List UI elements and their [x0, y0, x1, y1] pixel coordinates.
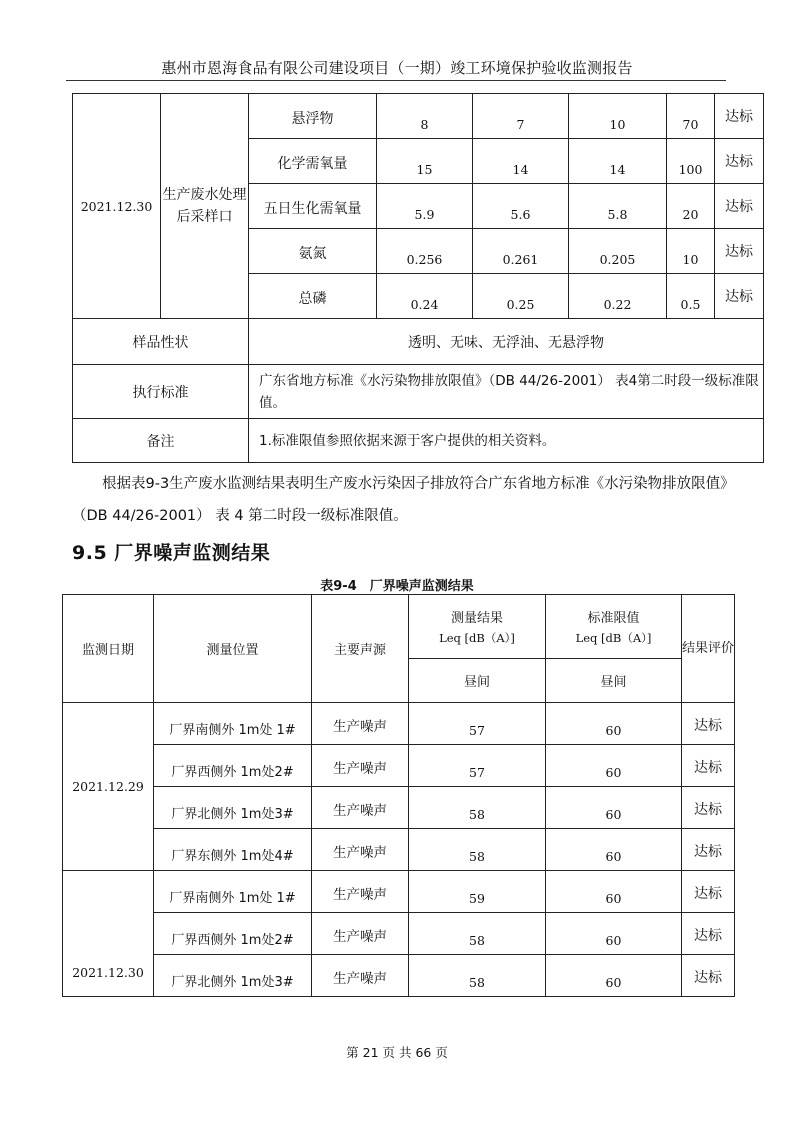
- noise-results-table: [62, 594, 735, 997]
- date-cell: 2021.12.29: [63, 703, 154, 871]
- header-divider: [66, 80, 726, 81]
- position-cell: 厂界东侧外 1m处4#: [154, 829, 312, 871]
- value-cell: 0.256: [377, 229, 473, 274]
- result-cell: 达标: [682, 703, 735, 745]
- measured-cell: 57: [409, 745, 546, 787]
- source-cell: 生产噪声: [312, 787, 409, 829]
- result-cell: 达标: [682, 955, 735, 997]
- header-evaluation: 结果评价: [682, 595, 735, 703]
- result-cell: 达标: [715, 229, 764, 274]
- standard-label: 执行标准: [73, 365, 249, 419]
- table-row: [73, 419, 764, 463]
- source-cell: 生产噪声: [312, 871, 409, 913]
- conclusion-paragraph: 根据表9-3生产废水监测结果表明生产废水污染因子排放符合广东省地方标准《水污染物排放限值》（DB 44/26-2001） 表 4 第二时段一级标准限值。: [72, 476, 728, 524]
- result-cell: 达标: [715, 274, 764, 319]
- value-cell: 7: [473, 94, 569, 139]
- header-limit: [546, 595, 682, 659]
- header-limit-label: 标准限值: [587, 611, 640, 626]
- value-cell: 5.9: [377, 184, 473, 229]
- limit-cell: 10: [667, 229, 715, 274]
- table-row: [63, 787, 735, 829]
- result-cell: 达标: [682, 787, 735, 829]
- page-header-title: 惠州市恩海食品有限公司建设项目（一期）竣工环境保护验收监测报告: [161, 59, 633, 77]
- limit-cell: 60: [546, 787, 682, 829]
- header-position: 测量位置: [154, 595, 312, 703]
- position-cell: 厂界西侧外 1m处2#: [154, 745, 312, 787]
- note-label: 备注: [73, 419, 249, 463]
- value-cell: 14: [569, 139, 667, 184]
- position-cell: 厂界南侧外 1m处 1#: [154, 871, 312, 913]
- limit-cell: 100: [667, 139, 715, 184]
- param-cell: 悬浮物: [249, 94, 377, 139]
- header-limit-unit: Leq [dB（A）]: [575, 631, 652, 645]
- result-cell: 达标: [682, 829, 735, 871]
- header-measured-unit: Leq [dB（A）]: [439, 631, 515, 645]
- header-daytime: 昼间: [546, 659, 682, 703]
- position-cell: 厂界北侧外 1m处3#: [154, 787, 312, 829]
- table-row: [73, 365, 764, 419]
- measured-cell: 57: [409, 703, 546, 745]
- limit-cell: 60: [546, 955, 682, 997]
- table-row: [63, 871, 735, 913]
- value-cell: 0.261: [473, 229, 569, 274]
- header-source: 主要声源: [312, 595, 409, 703]
- header-measured: [409, 595, 546, 659]
- position-cell: 厂界南侧外 1m处 1#: [154, 703, 312, 745]
- note-value: 1.标准限值参照依据来源于客户提供的相关资料。: [249, 419, 764, 463]
- param-cell: 总磷: [249, 274, 377, 319]
- value-cell: 5.6: [473, 184, 569, 229]
- param-cell: 化学需氧量: [249, 139, 377, 184]
- position-cell: 厂界北侧外 1m处3#: [154, 955, 312, 997]
- value-cell: 0.24: [377, 274, 473, 319]
- value-cell: 0.25: [473, 274, 569, 319]
- section-title: 9.5 厂界噪声监测结果: [72, 542, 271, 564]
- table-caption: 表9-4 厂界噪声监测结果: [320, 579, 474, 594]
- table-row: [63, 913, 735, 955]
- limit-cell: 60: [546, 829, 682, 871]
- sample-label: 样品性状: [73, 319, 249, 365]
- param-cell: 五日生化需氧量: [249, 184, 377, 229]
- table-row: [73, 319, 764, 365]
- result-cell: 达标: [682, 745, 735, 787]
- limit-cell: 60: [546, 745, 682, 787]
- header-measured-label: 测量结果: [450, 611, 503, 626]
- source-cell: 生产噪声: [312, 829, 409, 871]
- source-cell: 生产噪声: [312, 703, 409, 745]
- value-cell: 8: [377, 94, 473, 139]
- limit-cell: 60: [546, 703, 682, 745]
- table-header-row: [63, 595, 735, 659]
- sample-value: 透明、无味、无浮油、无悬浮物: [249, 319, 764, 365]
- header-date: 监测日期: [63, 595, 154, 703]
- wastewater-results-table: [72, 93, 764, 463]
- table-row: [73, 94, 764, 139]
- source-cell: 生产噪声: [312, 913, 409, 955]
- result-cell: 达标: [682, 871, 735, 913]
- date-cell: 2021.12.30: [63, 871, 154, 997]
- param-cell: 氨氮: [249, 229, 377, 274]
- source-cell: 生产噪声: [312, 955, 409, 997]
- standard-value: 广东省地方标准《水污染物排放限值》（DB 44/26-2001） 表4第二时段一级标准限值。: [249, 365, 764, 419]
- limit-cell: 60: [546, 913, 682, 955]
- measured-cell: 58: [409, 829, 546, 871]
- table-row: [63, 829, 735, 871]
- result-cell: 达标: [715, 184, 764, 229]
- limit-cell: 0.5: [667, 274, 715, 319]
- source-cell: 生产噪声: [312, 745, 409, 787]
- value-cell: 0.22: [569, 274, 667, 319]
- table-row: [63, 745, 735, 787]
- value-cell: 5.8: [569, 184, 667, 229]
- measured-cell: 59: [409, 871, 546, 913]
- limit-cell: 20: [667, 184, 715, 229]
- header-daytime: 昼间: [409, 659, 546, 703]
- limit-cell: 70: [667, 94, 715, 139]
- value-cell: 14: [473, 139, 569, 184]
- measured-cell: 58: [409, 955, 546, 997]
- value-cell: 15: [377, 139, 473, 184]
- position-cell: 厂界西侧外 1m处2#: [154, 913, 312, 955]
- table-row: [63, 955, 735, 997]
- result-cell: 达标: [715, 94, 764, 139]
- limit-cell: 60: [546, 871, 682, 913]
- measured-cell: 58: [409, 913, 546, 955]
- value-cell: 10: [569, 94, 667, 139]
- sampling-location-cell: 生产废水处理后采样口: [161, 94, 249, 319]
- table-row: [63, 703, 735, 745]
- result-cell: 达标: [715, 139, 764, 184]
- value-cell: 0.205: [569, 229, 667, 274]
- sampling-date-cell: 2021.12.30: [73, 94, 161, 319]
- measured-cell: 58: [409, 787, 546, 829]
- page-footer: 第 21 页 共 66 页: [346, 1045, 448, 1060]
- result-cell: 达标: [682, 913, 735, 955]
